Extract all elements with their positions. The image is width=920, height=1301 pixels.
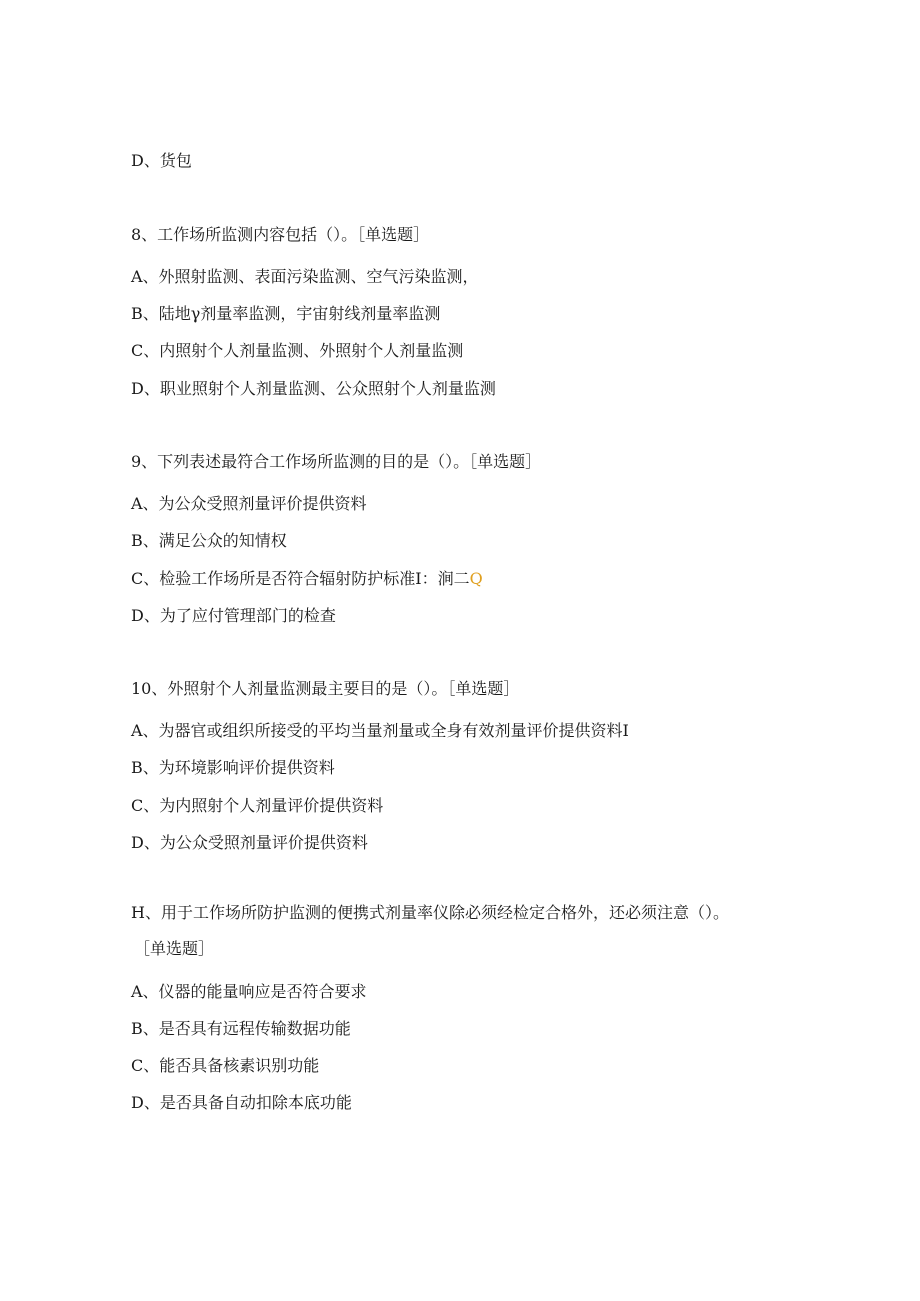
question-8-text: 8、工作场所监测内容包括（）。［单选题］ (131, 225, 430, 244)
question-10-option-a: A、为器官或组织所接受的平均当量剂量或全身有效剂量评价提供资料I (131, 721, 629, 740)
question-11-option-b: B、是否具有远程传输数据功能 (131, 1019, 351, 1038)
question-8-option-b: B、陆地γ剂量率监测，宇宙射线剂量率监测 (131, 304, 441, 323)
question-10-option-b: B、为环境影响评价提供资料 (131, 758, 335, 777)
question-9-option-c (131, 568, 483, 590)
stray-mark: Q (469, 569, 483, 588)
question-9-option-b: B、满足公众的知情权 (131, 531, 287, 550)
question-9-option-d: D、为了应付管理部门的检查 (131, 606, 336, 625)
question-11-option-a: A、仪器的能量响应是否符合要求 (131, 982, 367, 1001)
question-11-text: H、用于工作场所防护监测的便携式剂量率仪除必须经检定合格外，还必须注意（）。 (131, 903, 729, 922)
question-11-option-d: D、是否具备自动扣除本底功能 (131, 1093, 352, 1112)
question-9-option-c-text: C、检验工作场所是否符合辐射防护标准I：涧二 (131, 569, 470, 588)
question-10-option-c: C、为内照射个人剂量评价提供资料 (131, 796, 384, 815)
question-11-option-c: C、能否具备核素识别功能 (131, 1056, 320, 1075)
question-10-option-d: D、为公众受照剂量评价提供资料 (131, 833, 368, 852)
question-10-text: 10、外照射个人剂量监测最主要目的是（）。［单选题］ (131, 679, 520, 698)
question-9-text: 9、下列表述最符合工作场所监测的目的是（）。［单选题］ (131, 452, 542, 471)
question-8-option-c: C、内照射个人剂量监测、外照射个人剂量监测 (131, 341, 464, 360)
question-9-option-a: A、为公众受照剂量评价提供资料 (131, 494, 367, 513)
question-11-type: ［单选题］ (134, 939, 215, 958)
option-d-prev: D、货包 (131, 151, 192, 170)
question-8-option-a: A、外照射监测、表面污染监测、空气污染监测， (131, 267, 479, 286)
question-8-option-d: D、职业照射个人剂量监测、公众照射个人剂量监测 (131, 379, 496, 398)
